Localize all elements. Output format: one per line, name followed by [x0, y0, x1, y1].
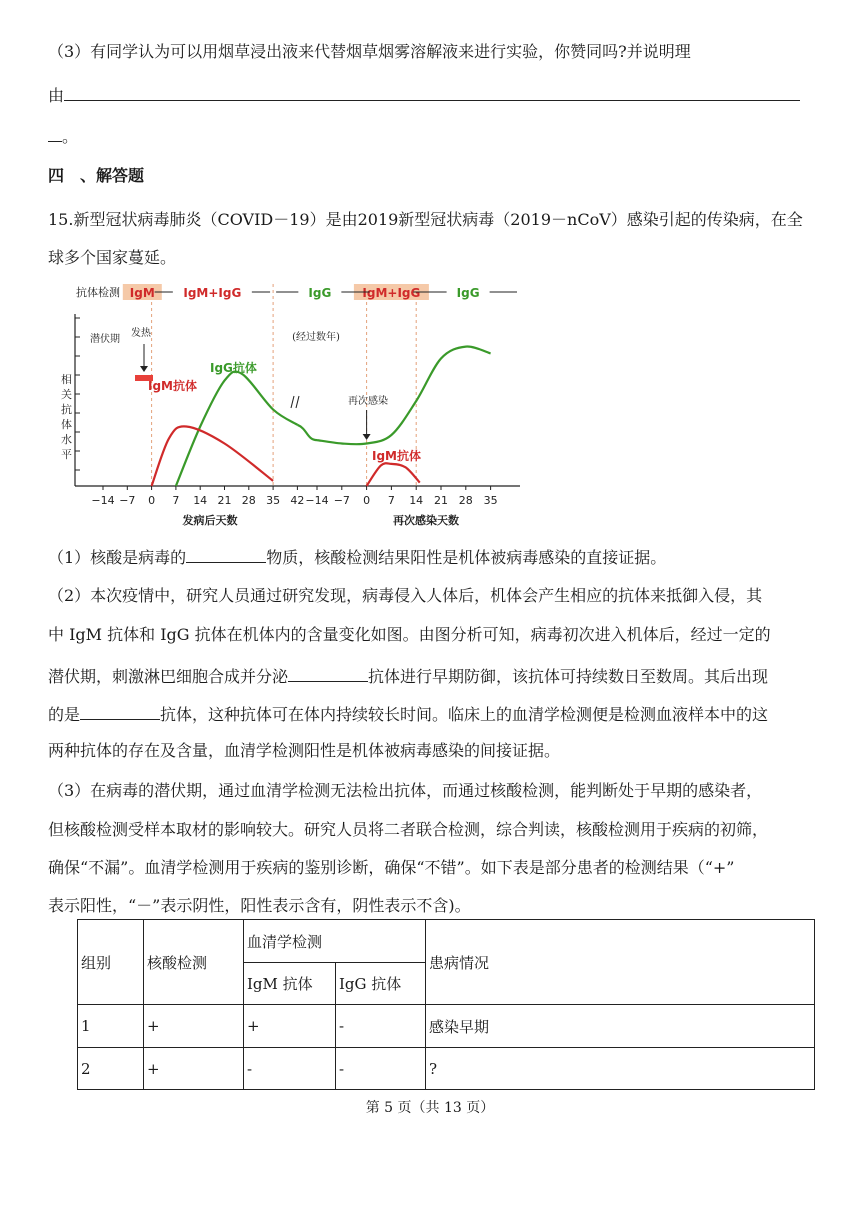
detect-row-label: 抗体检测 [76, 286, 120, 299]
x-tick-label: 35 [266, 494, 281, 507]
x-tick-label: −14 [305, 494, 329, 507]
x-axis-label-right: 再次感染天数 [393, 514, 459, 527]
x-tick-label: −14 [91, 494, 115, 507]
answer-blank-2[interactable] [288, 665, 368, 682]
x-tick-label: 0 [363, 494, 371, 507]
cell-nucleic: + [144, 1005, 244, 1048]
cell-igm: - [244, 1048, 336, 1090]
q15-p2-line3-b: 抗体进行早期防御，该抗体可持续数日至数周。其后出现 [368, 667, 769, 686]
q15-intro-line1: 15.新型冠状病毒肺炎（COVID－19）是由2019新型冠状病毒（2019－nCoV）感染引起的传染病，在全 [48, 210, 803, 229]
q14-3-line3 [48, 125, 812, 147]
cell-status: 感染早期 [426, 1005, 815, 1048]
reinfection-arrow-head [363, 434, 371, 440]
x-tick-label: −7 [333, 494, 350, 507]
answer-blank-reason[interactable] [64, 84, 800, 101]
x-tick-label: 14 [409, 494, 424, 507]
x-tick-label: 35 [483, 494, 498, 507]
answer-blank-1[interactable] [186, 546, 266, 563]
y-axis-label-char: 体 [61, 418, 72, 431]
table-row [78, 1048, 815, 1090]
cell-status: ? [426, 1048, 815, 1090]
section-heading: 四 、解答题 [48, 166, 145, 185]
y-axis-label-char: 关 [61, 388, 72, 401]
q15-p2-line3 [48, 665, 812, 687]
x-tick-label: 28 [241, 494, 256, 507]
axis-break-mark [291, 396, 294, 408]
results-table [77, 919, 815, 1090]
q14-3-line2 [48, 84, 812, 106]
annotation-igg: IgG抗体 [210, 361, 257, 375]
y-axis-label-char: 抗 [61, 403, 72, 416]
q15-p1 [48, 546, 812, 568]
q15-p2-line4-a: 的是 [48, 705, 81, 724]
detect-segment-label: IgG [308, 286, 332, 300]
q15-p2-line4 [48, 703, 812, 725]
x-tick-label: 42 [290, 494, 305, 507]
annotation-years: (经过数年) [292, 332, 340, 343]
annotation-igm-2: IgM抗体 [372, 449, 421, 463]
x-tick-label: 7 [387, 494, 395, 507]
cell-nucleic: + [144, 1048, 244, 1090]
q15-p2-line1: （2）本次疫情中，研究人员通过研究发现，病毒侵入人体后，机体会产生相应的抗体来抵御入侵，其 [48, 586, 763, 605]
q14-3-line1: （3）有同学认为可以用烟草浸出液来代替烟草烟雾溶解液来进行实验，你赞同吗?并说明理 [48, 42, 691, 61]
axis-break-mark [296, 396, 299, 408]
fever-arrow-head [140, 366, 148, 372]
detect-segment-label: IgM+IgG [362, 286, 421, 300]
q15-p2-line5: 两种抗体的存在及含量，血清学检测阳性是机体被病毒感染的间接证据。 [48, 741, 561, 760]
cell-group: 1 [78, 1005, 144, 1048]
header-serology: 血清学检测 [244, 920, 426, 963]
q15-p1-a: （1）核酸是病毒的 [48, 548, 187, 567]
detect-segment-label: IgG [456, 286, 480, 300]
header-igm: IgM 抗体 [244, 963, 336, 1005]
cell-igg: - [336, 1048, 426, 1090]
x-axis-label-left: 发病后天数 [182, 514, 238, 527]
header-igg: IgG 抗体 [336, 963, 426, 1005]
cell-igm: + [244, 1005, 336, 1048]
detect-segment-label: IgM [129, 286, 155, 300]
q15-p3-line4: 表示阳性，“－”表示阴性，阳性表示含有，阴性表示不含)。 [48, 896, 471, 915]
table-header-row [78, 920, 815, 963]
y-axis-label-char: 水 [61, 433, 72, 446]
q15-p2-line4-b: 抗体，这种抗体可在体内持续较长时间。临床上的血清学检测便是检测血液样本中的这 [160, 705, 769, 724]
header-status: 患病情况 [426, 920, 815, 1005]
page-footer: 第 5 页（共 13 页） [365, 1100, 495, 1116]
x-tick-label: 21 [217, 494, 232, 507]
x-tick-label: 28 [458, 494, 473, 507]
annotation-igm: IgM抗体 [148, 379, 197, 393]
x-tick-label: 7 [172, 494, 180, 507]
series-line-phase2 [317, 347, 491, 445]
annotation-reinfection: 再次感染 [348, 396, 388, 407]
y-axis-label-char: 相 [61, 373, 72, 386]
q15-p3-line2: 但核酸检测受样本取材的影响较大。研究人员将二者联合检测，综合判读，核酸检测用于疾病的初筛， [48, 820, 769, 839]
q14-3-prefix: 由 [48, 86, 65, 105]
detect-segment-label: IgM+IgG [183, 286, 242, 300]
q15-p3-line3: 确保“不漏”。血清学检测用于疾病的鉴别诊断，确保“不错”。如下表是部分患者的检测结果（“+” [48, 858, 735, 877]
header-nucleic: 核酸检测 [144, 920, 244, 1005]
antibody-chart [58, 280, 528, 530]
series-line-bridge [297, 425, 317, 440]
annotation-incubation: 潜伏期 [90, 334, 120, 345]
q15-p3-line1: （3）在病毒的潜伏期，通过血清学检测无法检出抗体，而通过核酸检测，能判断处于早期的感染者， [48, 781, 763, 800]
series-line-phase2 [367, 463, 420, 486]
cell-group: 2 [78, 1048, 144, 1090]
header-group: 组别 [78, 920, 144, 1005]
x-tick-label: −7 [119, 494, 136, 507]
x-tick-label: 0 [148, 494, 156, 507]
q15-p1-b: 物质，核酸检测结果阳性是机体被病毒感染的直接证据。 [266, 548, 667, 567]
x-tick-label: 21 [434, 494, 448, 507]
answer-blank-3[interactable] [80, 703, 160, 720]
x-tick-label: 14 [193, 494, 208, 507]
q15-p2-line2: 中 IgM 抗体和 IgG 抗体在机体内的含量变化如图。由图分析可知，病毒初次进入机体后，经过一定的 [48, 625, 771, 644]
series-line-phase1 [152, 426, 274, 486]
cell-igg: - [336, 1005, 426, 1048]
q15-p2-line3-a: 潜伏期，刺激淋巴细胞合成并分泌 [48, 667, 289, 686]
q15-intro-line2: 球多个国家蔓延。 [48, 248, 177, 267]
q14-3-end-mark: 。 [62, 127, 79, 146]
annotation-fever: 发热 [131, 328, 151, 339]
y-axis-label-char: 平 [61, 448, 72, 461]
answer-blank-reason-end[interactable] [48, 125, 62, 142]
table-row [78, 1005, 815, 1048]
